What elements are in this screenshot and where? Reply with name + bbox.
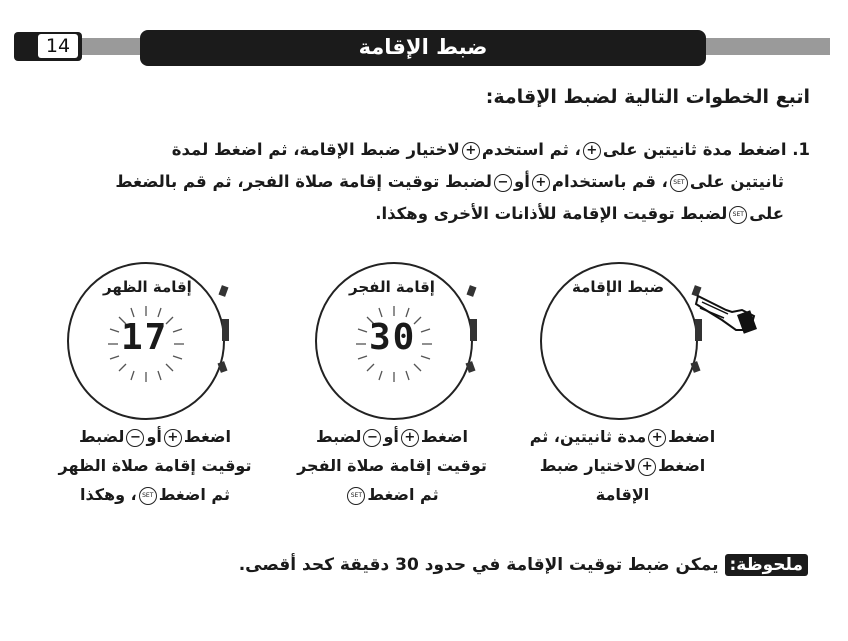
watch-button-bottom xyxy=(691,361,701,373)
watch-display-label: إقامة الظهر xyxy=(103,278,192,296)
step-text: لاختيار ضبط الإقامة، ثم اضغط لمدة xyxy=(171,140,460,159)
step-text: ، ثم استخدم xyxy=(481,140,581,159)
step-text: ثانيتين على xyxy=(689,172,784,191)
watch-button-middle xyxy=(222,319,229,341)
watch-button-bottom xyxy=(218,361,228,373)
caption-text: أو xyxy=(146,427,162,446)
plus-button-icon: + xyxy=(532,174,550,192)
caption-text: توقيت إقامة صلاة الظهر xyxy=(58,456,252,475)
watch-diagram-dhuhr-iqama xyxy=(67,262,225,420)
caption-text: لضبط xyxy=(316,427,362,446)
caption-text: ثم اضغط xyxy=(367,485,439,504)
watch-button-bottom xyxy=(466,361,476,373)
caption-text: ثم اضغط xyxy=(158,485,230,504)
step-text: لضبط توقيت الإقامة للأذانات الأخرى وهكذا. xyxy=(375,204,728,223)
header-bar-right xyxy=(700,38,830,55)
watch-digits: 17 xyxy=(121,317,169,358)
watch-display-label: ضبط الإقامة xyxy=(572,278,665,296)
caption-text: توقيت إقامة صلاة الفجر xyxy=(297,456,487,475)
caption-text: اضغط xyxy=(658,456,706,475)
watch-button-top xyxy=(467,285,477,297)
caption-text: لاختيار ضبط xyxy=(539,456,637,475)
step-1 xyxy=(20,134,810,230)
caption-text: اضغط xyxy=(183,427,231,446)
plus-button-icon: + xyxy=(462,142,480,160)
caption-text: مدة ثانيتين، ثم xyxy=(529,427,647,446)
minus-button-icon: − xyxy=(363,429,381,447)
caption-watch-1 xyxy=(500,422,745,509)
step-text: على xyxy=(749,204,784,223)
note-tag: ملحوظة: xyxy=(725,554,809,576)
caption-watch-2 xyxy=(282,422,502,509)
step-text: 1. اضغط مدة ثانيتين على xyxy=(602,140,810,159)
caption-text: أو xyxy=(383,427,399,446)
note-text: يمكن ضبط توقيت الإقامة في حدود 30 دقيقة كحد أقصى. xyxy=(238,555,719,575)
plus-button-icon: + xyxy=(401,429,419,447)
pointing-hand-icon xyxy=(692,290,762,340)
page-number-badge xyxy=(14,32,82,61)
caption-text: اضغط xyxy=(668,427,716,446)
watch-digits: 30 xyxy=(369,317,417,358)
set-button-icon: SET xyxy=(670,174,688,192)
plus-button-icon: + xyxy=(648,429,666,447)
caption-text: الإقامة xyxy=(595,485,650,504)
step-text: أو xyxy=(513,172,530,191)
page-title: ضبط الإقامة xyxy=(140,30,706,66)
plus-button-icon: + xyxy=(164,429,182,447)
watch-diagram-adjust-iqama xyxy=(540,262,698,420)
watch-button-top xyxy=(219,285,229,297)
watch-display-label: إقامة الفجر xyxy=(349,278,435,296)
set-button-icon: SET xyxy=(347,487,365,505)
caption-text: ، وهكذا xyxy=(80,485,137,504)
caption-watch-3 xyxy=(40,422,270,509)
caption-text: لضبط xyxy=(79,427,125,446)
set-button-icon: SET xyxy=(729,206,747,224)
plus-button-icon: + xyxy=(583,142,601,160)
note xyxy=(239,555,808,575)
intro-text: اتبع الخطوات التالية لضبط الإقامة: xyxy=(485,86,810,108)
step-text: ، قم باستخدام xyxy=(551,172,668,191)
caption-text: اضغط xyxy=(420,427,468,446)
watch-diagram-fajr-iqama xyxy=(315,262,473,420)
step-text: لضبط توقيت إقامة صلاة الفجر، ثم قم بالضغط xyxy=(115,172,492,191)
plus-button-icon: + xyxy=(638,458,656,476)
watch-button-middle xyxy=(470,319,477,341)
minus-button-icon: − xyxy=(126,429,144,447)
page-number: 14 xyxy=(38,34,78,58)
minus-button-icon: − xyxy=(494,174,512,192)
set-button-icon: SET xyxy=(139,487,157,505)
